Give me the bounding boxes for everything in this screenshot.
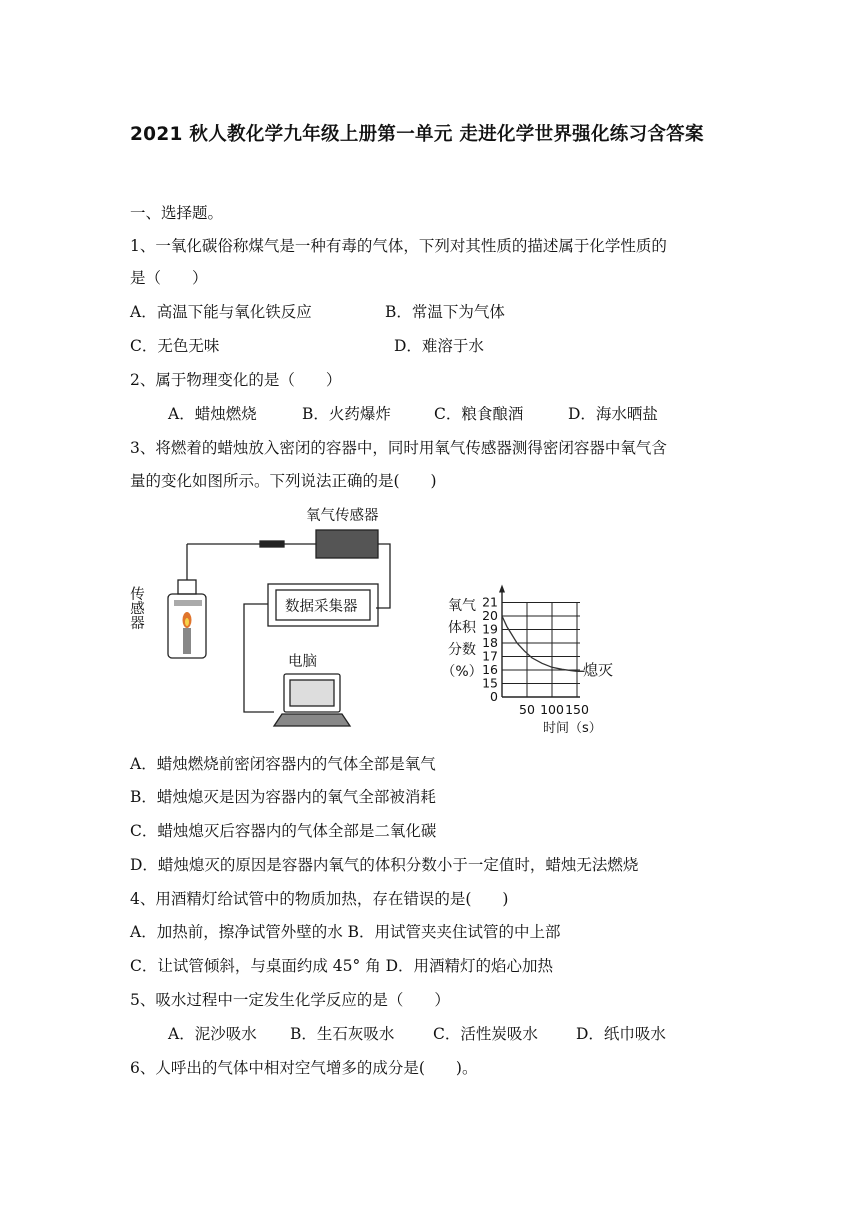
apparatus-diagram: [128, 500, 408, 735]
q2-stem: 2、属于物理变化的是（ ）: [130, 371, 342, 389]
q3-option-d: D．蜡烛熄灭的原因是容器内氧气的体积分数小于一定值时，蜡烛无法燃烧: [130, 856, 639, 874]
origin-label: 0: [490, 689, 498, 704]
q5-option-c: C．活性炭吸水: [433, 1025, 538, 1043]
q2-option-d: D．海水晒盐: [568, 405, 658, 423]
q5-option-b: B．生石灰吸水: [290, 1025, 395, 1043]
q1-option-d: D．难溶于水: [394, 337, 484, 355]
q2-option-a: A．蜡烛燃烧: [168, 405, 257, 423]
oxygen-sensor-device: [316, 530, 378, 558]
q1-option-c: C．无色无味: [130, 337, 220, 355]
q2-option-c: C．粮食酿酒: [434, 405, 524, 423]
data-collector-label: 数据采集器: [285, 599, 358, 615]
y-axis-label-line: 体积: [448, 620, 476, 636]
q1-option-a: A．高温下能与氧化铁反应: [130, 303, 312, 321]
q3-stem-line2: 量的变化如图所示。下列说法正确的是( ): [130, 472, 437, 490]
q4-options-ab: A．加热前，擦净试管外壁的水 B．用试管夹夹住试管的中上部: [130, 923, 561, 941]
q5-option-d: D．纸巾吸水: [576, 1025, 666, 1043]
q1-stem-line2: 是（ ）: [130, 269, 208, 287]
q1-stem-line1: 1、一氧化碳俗称煤气是一种有毒的气体，下列对其性质的描述属于化学性质的: [130, 237, 667, 255]
q4-stem: 4、用酒精灯给试管中的物质加热，存在错误的是( ): [130, 890, 509, 908]
bottle-neck: [178, 580, 196, 594]
computer-label: 电脑: [288, 654, 317, 670]
q5-option-a: A．泥沙吸水: [168, 1025, 257, 1043]
y-tick-label: 20: [482, 608, 498, 623]
document-title: 2021 秋人教化学九年级上册第一单元 走进化学世界强化练习含答案: [130, 124, 704, 145]
y-tick-label: 17: [482, 648, 498, 664]
q3-option-a: A．蜡烛燃烧前密闭容器内的气体全部是氧气: [130, 755, 436, 773]
y-axis-label-line: 分数: [448, 642, 476, 658]
q3-stem-line1: 3、将燃着的蜡烛放入密闭的容器中，同时用氧气传感器测得密闭容器中氧气含: [130, 439, 667, 457]
y-axis-label-line: （%）: [441, 664, 483, 680]
y-axis-arrow: [499, 585, 505, 593]
x-axis-label: 时间（s）: [543, 721, 602, 736]
q2-option-b: B．火药爆炸: [302, 405, 391, 423]
q5-stem: 5、吸水过程中一定发生化学反应的是（ ）: [130, 991, 450, 1009]
y-tick-label: 21: [482, 594, 498, 610]
y-tick-label: 16: [482, 662, 498, 677]
x-tick-label: 100: [540, 702, 564, 717]
y-tick-label: 18: [482, 635, 498, 650]
x-tick-label: 50: [519, 702, 535, 717]
x-tick-label: 150: [565, 702, 589, 717]
q4-options-cd: C．让试管倾斜，与桌面约成 45° 角 D．用酒精灯的焰心加热: [130, 957, 554, 975]
q6-stem: 6、人呼出的气体中相对空气增多的成分是( )。: [130, 1059, 478, 1077]
q3-option-b: B．蜡烛熄灭是因为容器内的氧气全部被消耗: [130, 788, 436, 806]
oxygen-sensor-label: 氧气传感器: [306, 508, 379, 524]
side-sensor-label: 传感器: [128, 586, 144, 630]
oxygen-chart: [440, 540, 620, 740]
oxygen-series-line: [502, 616, 585, 671]
y-tick-label: 19: [482, 621, 498, 637]
extinguish-annotation: 熄灭: [583, 661, 614, 679]
q1-option-b: B．常温下为气体: [385, 303, 505, 321]
section-heading: 一、选择题。: [130, 204, 224, 222]
q3-option-c: C．蜡烛熄灭后容器内的气体全部是二氧化碳: [130, 822, 437, 840]
y-axis-label-line: 氧气: [448, 598, 476, 614]
y-tick-label: 15: [482, 675, 498, 691]
candle: [183, 628, 191, 654]
laptop-keyboard: [274, 714, 350, 726]
tube-connector: [260, 541, 284, 547]
